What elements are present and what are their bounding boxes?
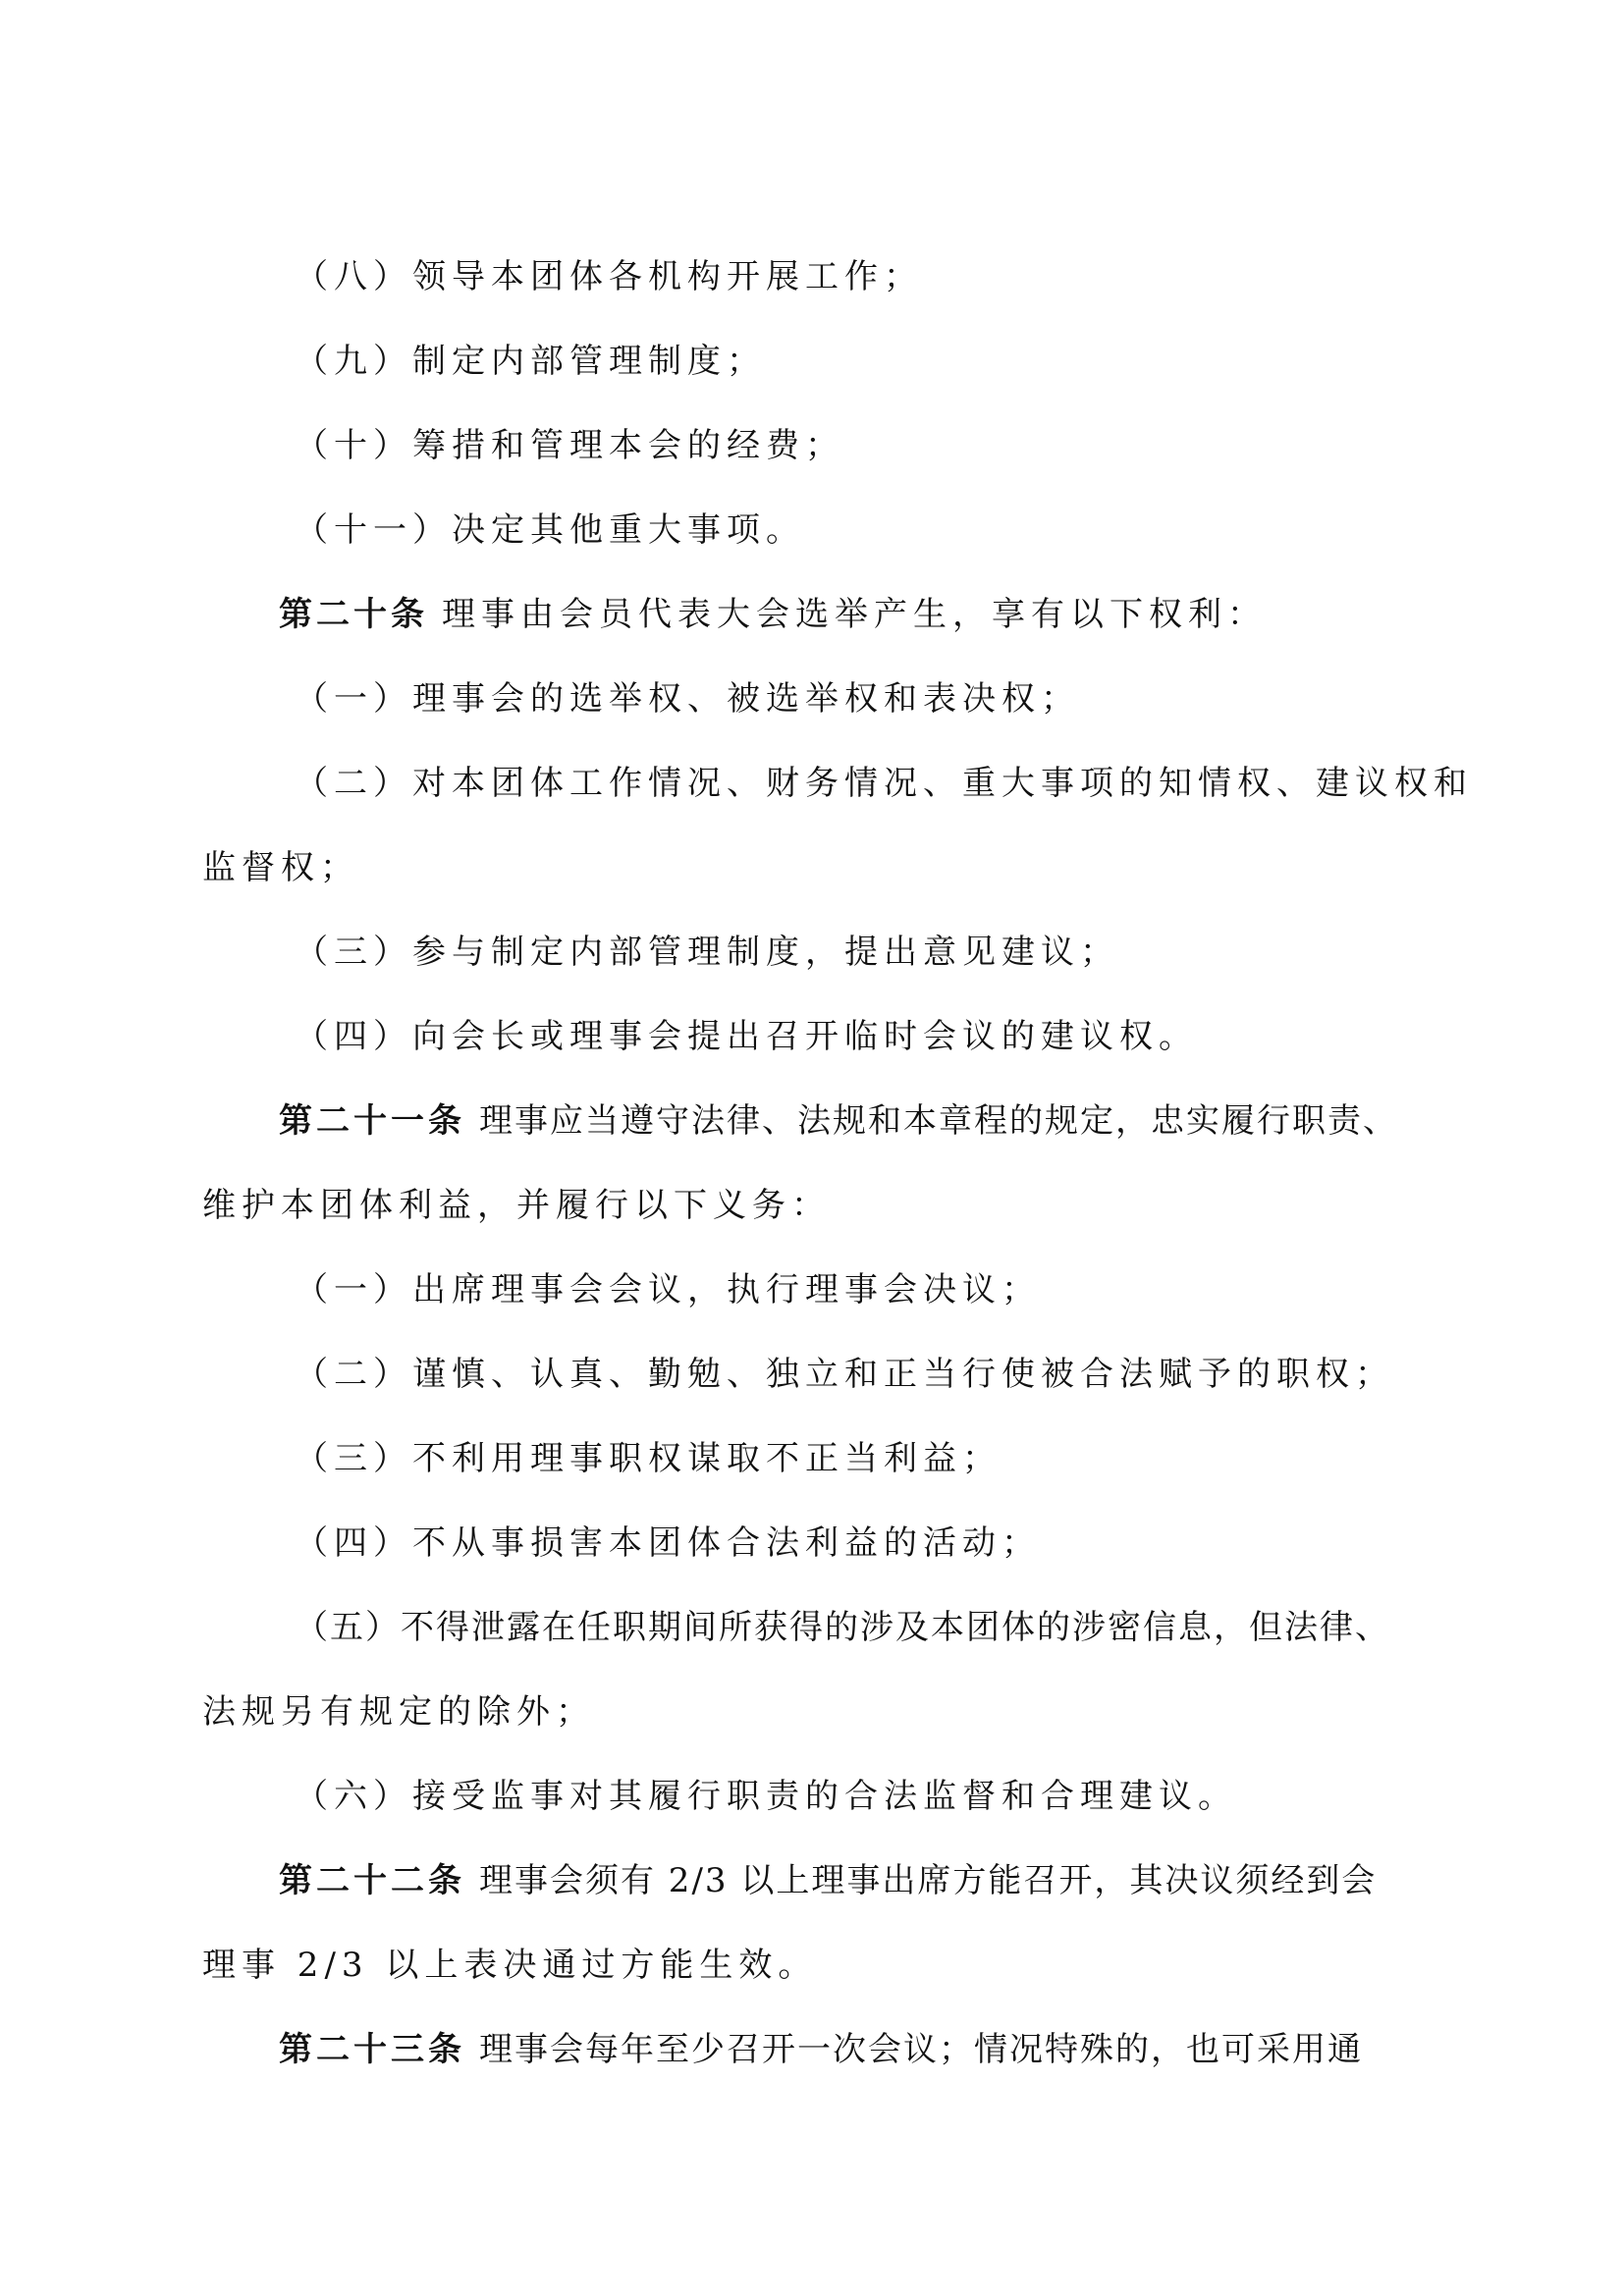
list-item: （九）制定内部管理制度； xyxy=(295,342,766,381)
article-number: 第二十条 xyxy=(279,595,428,634)
list-item: （三）不利用理事职权谋取不正当利益； xyxy=(295,1439,1001,1478)
article-text: 理事会每年至少召开一次会议；情况特殊的，也可采用通 xyxy=(479,2030,1363,2069)
list-item-continuation: 法规另有规定的除外； xyxy=(202,1692,595,1732)
list-item: （八）领导本团体各机构开展工作； xyxy=(295,257,923,296)
article-text: 理事应当遵守法律、法规和本章程的规定，忠实履行职责、 xyxy=(479,1101,1398,1141)
list-item: （六）接受监事对其履行职责的合法监督和合理建议。 xyxy=(295,1777,1237,1816)
article-number: 第二十一条 xyxy=(279,1101,465,1141)
list-item: （一）出席理事会会议，执行理事会决议； xyxy=(295,1270,1041,1309)
article-20 xyxy=(279,595,1267,634)
article-22 xyxy=(279,1861,1377,1900)
list-item: （十一）决定其他重大事项。 xyxy=(295,510,805,550)
article-text: 理事会须有 2/3 以上理事出席方能召开，其决议须经到会 xyxy=(479,1861,1378,1900)
article-continuation: 理事 2/3 以上表决通过方能生效。 xyxy=(202,1946,818,1985)
article-21 xyxy=(279,1101,1398,1141)
list-item-continuation: 监督权； xyxy=(202,848,359,887)
list-item: （一）理事会的选举权、被选举权和表决权； xyxy=(295,679,1080,719)
article-number: 第二十三条 xyxy=(279,2030,465,2069)
list-item: （四）不从事损害本团体合法利益的活动； xyxy=(295,1523,1041,1563)
article-continuation: 维护本团体利益，并履行以下义务： xyxy=(202,1186,831,1225)
article-number: 第二十二条 xyxy=(279,1861,465,1900)
list-item: （十）筹措和管理本会的经费； xyxy=(295,426,844,465)
list-item: （三）参与制定内部管理制度，提出意见建议； xyxy=(295,933,1119,972)
list-item: （二）对本团体工作情况、财务情况、重大事项的知情权、建议权和 xyxy=(295,764,1473,803)
article-text: 理事由会员代表大会选举产生，享有以下权利： xyxy=(442,595,1267,634)
list-item: （五）不得泄露在任职期间所获得的涉及本团体的涉密信息，但法律、 xyxy=(295,1608,1390,1647)
article-23 xyxy=(279,2030,1363,2069)
list-item: （四）向会长或理事会提出召开临时会议的建议权。 xyxy=(295,1017,1198,1056)
list-item: （二）谨慎、认真、勤勉、独立和正当行使被合法赋予的职权； xyxy=(295,1355,1394,1394)
